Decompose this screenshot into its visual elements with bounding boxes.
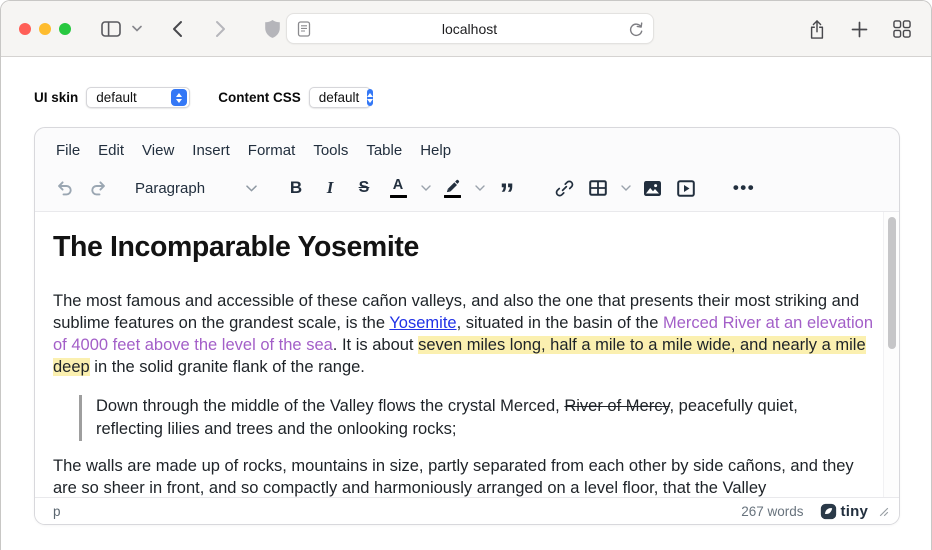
browser-toolbar [1, 1, 931, 57]
traffic-lights [19, 23, 71, 35]
menu-tools[interactable]: Tools [313, 142, 349, 159]
editor-statusbar [35, 497, 899, 524]
text-run: . It is about [332, 336, 419, 354]
ui-skin-label: UI skin [34, 90, 79, 105]
sidebar-toggle-button[interactable] [97, 15, 125, 43]
select-stepper-icon [171, 89, 187, 106]
content-css-value: default [318, 90, 360, 105]
insert-link-button[interactable] [547, 171, 581, 205]
insert-image-button[interactable] [635, 171, 669, 205]
word-count[interactable]: 267 words [741, 503, 804, 519]
sidebar-menu-button[interactable] [129, 15, 145, 43]
media-icon [677, 180, 695, 197]
text-run: The walls are made up of rocks, mountains in size, partly separated from each other by side cañons, and they [53, 457, 854, 475]
menu-edit[interactable]: Edit [98, 142, 125, 159]
blockquote-button[interactable] [489, 171, 523, 211]
colored-text-run: Merced River at an elevation [662, 314, 873, 332]
shield-icon [264, 19, 281, 39]
text-color-button[interactable] [381, 171, 415, 205]
table-menu-button[interactable] [617, 171, 635, 205]
chevron-down-icon [421, 185, 431, 191]
overflow-icon: ••• [732, 178, 756, 197]
paragraph-1 [53, 290, 871, 378]
text-run: in the solid granite flank of the range. [89, 358, 365, 376]
redo-button[interactable] [81, 171, 115, 205]
element-path[interactable]: p [53, 503, 61, 519]
undo-button[interactable] [47, 171, 81, 205]
content-css-select[interactable] [309, 87, 371, 108]
menu-help[interactable]: Help [420, 142, 452, 159]
chevron-down-icon [246, 185, 257, 192]
share-icon [808, 19, 826, 40]
highlighted-text-run: deep [53, 358, 90, 376]
block-format-select[interactable] [127, 171, 265, 205]
forward-button[interactable] [209, 15, 233, 43]
demo-controls [34, 87, 931, 108]
bold-button[interactable] [279, 171, 313, 205]
tiny-brand-text: tiny [840, 502, 868, 520]
strikethrough-text-run: River of Mercy [564, 397, 670, 415]
link-icon [555, 179, 574, 198]
highlighted-text-run: seven miles long, half a mile to a mile wide, and nearly a mile [418, 336, 866, 354]
paragraph-2 [53, 455, 871, 497]
highlight-color-button[interactable] [435, 171, 469, 205]
tiny-branding-link[interactable] [820, 503, 868, 520]
ui-skin-value: default [96, 90, 137, 105]
italic-icon: I [326, 178, 334, 197]
block-format-value: Paragraph [135, 179, 206, 197]
text-run: are so sheer in front, and so compactly and harmoniously arranged on a level floor, that the Valley [53, 479, 767, 497]
text-run: reflecting lilies and trees and the onlooking rocks; [96, 420, 457, 438]
tab-overview-button[interactable] [893, 20, 911, 38]
insert-media-button[interactable] [669, 171, 703, 205]
text-run: sublime features on the grandest scale, is the [53, 314, 390, 332]
resize-handle[interactable] [878, 506, 889, 517]
blockquote-icon: ” [499, 178, 513, 211]
chevron-down-icon [621, 185, 631, 191]
strikethrough-button[interactable] [347, 171, 381, 205]
bold-icon: B [289, 178, 303, 197]
table-icon [589, 180, 607, 196]
blockquote [79, 395, 871, 441]
scrollbar-thumb[interactable] [888, 217, 896, 349]
menu-view[interactable]: View [142, 142, 175, 159]
privacy-report-button[interactable] [259, 15, 285, 43]
document-heading: The Incomparable Yosemite [53, 231, 419, 263]
reader-icon [297, 21, 311, 37]
reload-icon [628, 21, 643, 37]
editor-toolbar [35, 165, 899, 211]
highlight-color-menu-button[interactable] [471, 171, 489, 205]
image-icon [643, 180, 662, 197]
sidebar-icon [101, 20, 121, 38]
editor-content-area[interactable] [35, 211, 899, 497]
chevron-down-icon [132, 25, 142, 32]
colored-text-run: of 4000 feet above the level of the sea [53, 336, 333, 354]
insert-table-button[interactable] [581, 171, 615, 205]
more-toolbar-button[interactable] [727, 171, 761, 205]
menu-file[interactable]: File [56, 142, 81, 159]
grid-icon [893, 20, 911, 38]
address-bar[interactable] [286, 13, 654, 44]
highlighter-icon [444, 178, 461, 199]
chevron-down-icon [475, 185, 485, 191]
new-tab-button[interactable] [851, 21, 868, 38]
url-text: localhost [441, 20, 498, 37]
menu-insert[interactable]: Insert [192, 142, 230, 159]
ui-skin-select[interactable] [86, 87, 190, 108]
yosemite-link[interactable]: Yosemite [389, 314, 457, 332]
close-window-button[interactable] [19, 23, 31, 35]
text-color-menu-button[interactable] [417, 171, 435, 205]
tinymce-editor [34, 127, 900, 525]
text-run: , situated in the basin of the [456, 314, 663, 332]
editor-menubar [35, 128, 899, 165]
undo-icon [54, 178, 75, 198]
italic-button[interactable] [313, 171, 347, 205]
share-button[interactable] [808, 19, 826, 40]
back-chevron-icon [171, 20, 183, 38]
reload-button[interactable] [628, 21, 643, 37]
text-run: , peacefully quiet, [669, 397, 798, 415]
text-color-icon: A [390, 178, 407, 198]
text-run: Down through the middle of the Valley flows the crystal Merced, [96, 397, 565, 415]
plus-icon [851, 21, 868, 38]
strikethrough-icon: S [358, 179, 370, 196]
text-run: The most famous and accessible of these cañon valleys, and also the one that presents their most striking and [53, 292, 860, 310]
tiny-logo-icon [820, 503, 837, 520]
redo-icon [88, 178, 109, 198]
minimize-window-button[interactable] [39, 23, 51, 35]
scrollbar-track[interactable] [883, 212, 899, 497]
select-stepper-icon [367, 89, 373, 106]
menu-format[interactable]: Format [247, 142, 296, 159]
zoom-window-button[interactable] [59, 23, 71, 35]
back-button[interactable] [165, 15, 189, 43]
forward-chevron-icon [215, 20, 227, 38]
content-css-label: Content CSS [218, 90, 301, 105]
menu-table[interactable]: Table [366, 142, 403, 159]
